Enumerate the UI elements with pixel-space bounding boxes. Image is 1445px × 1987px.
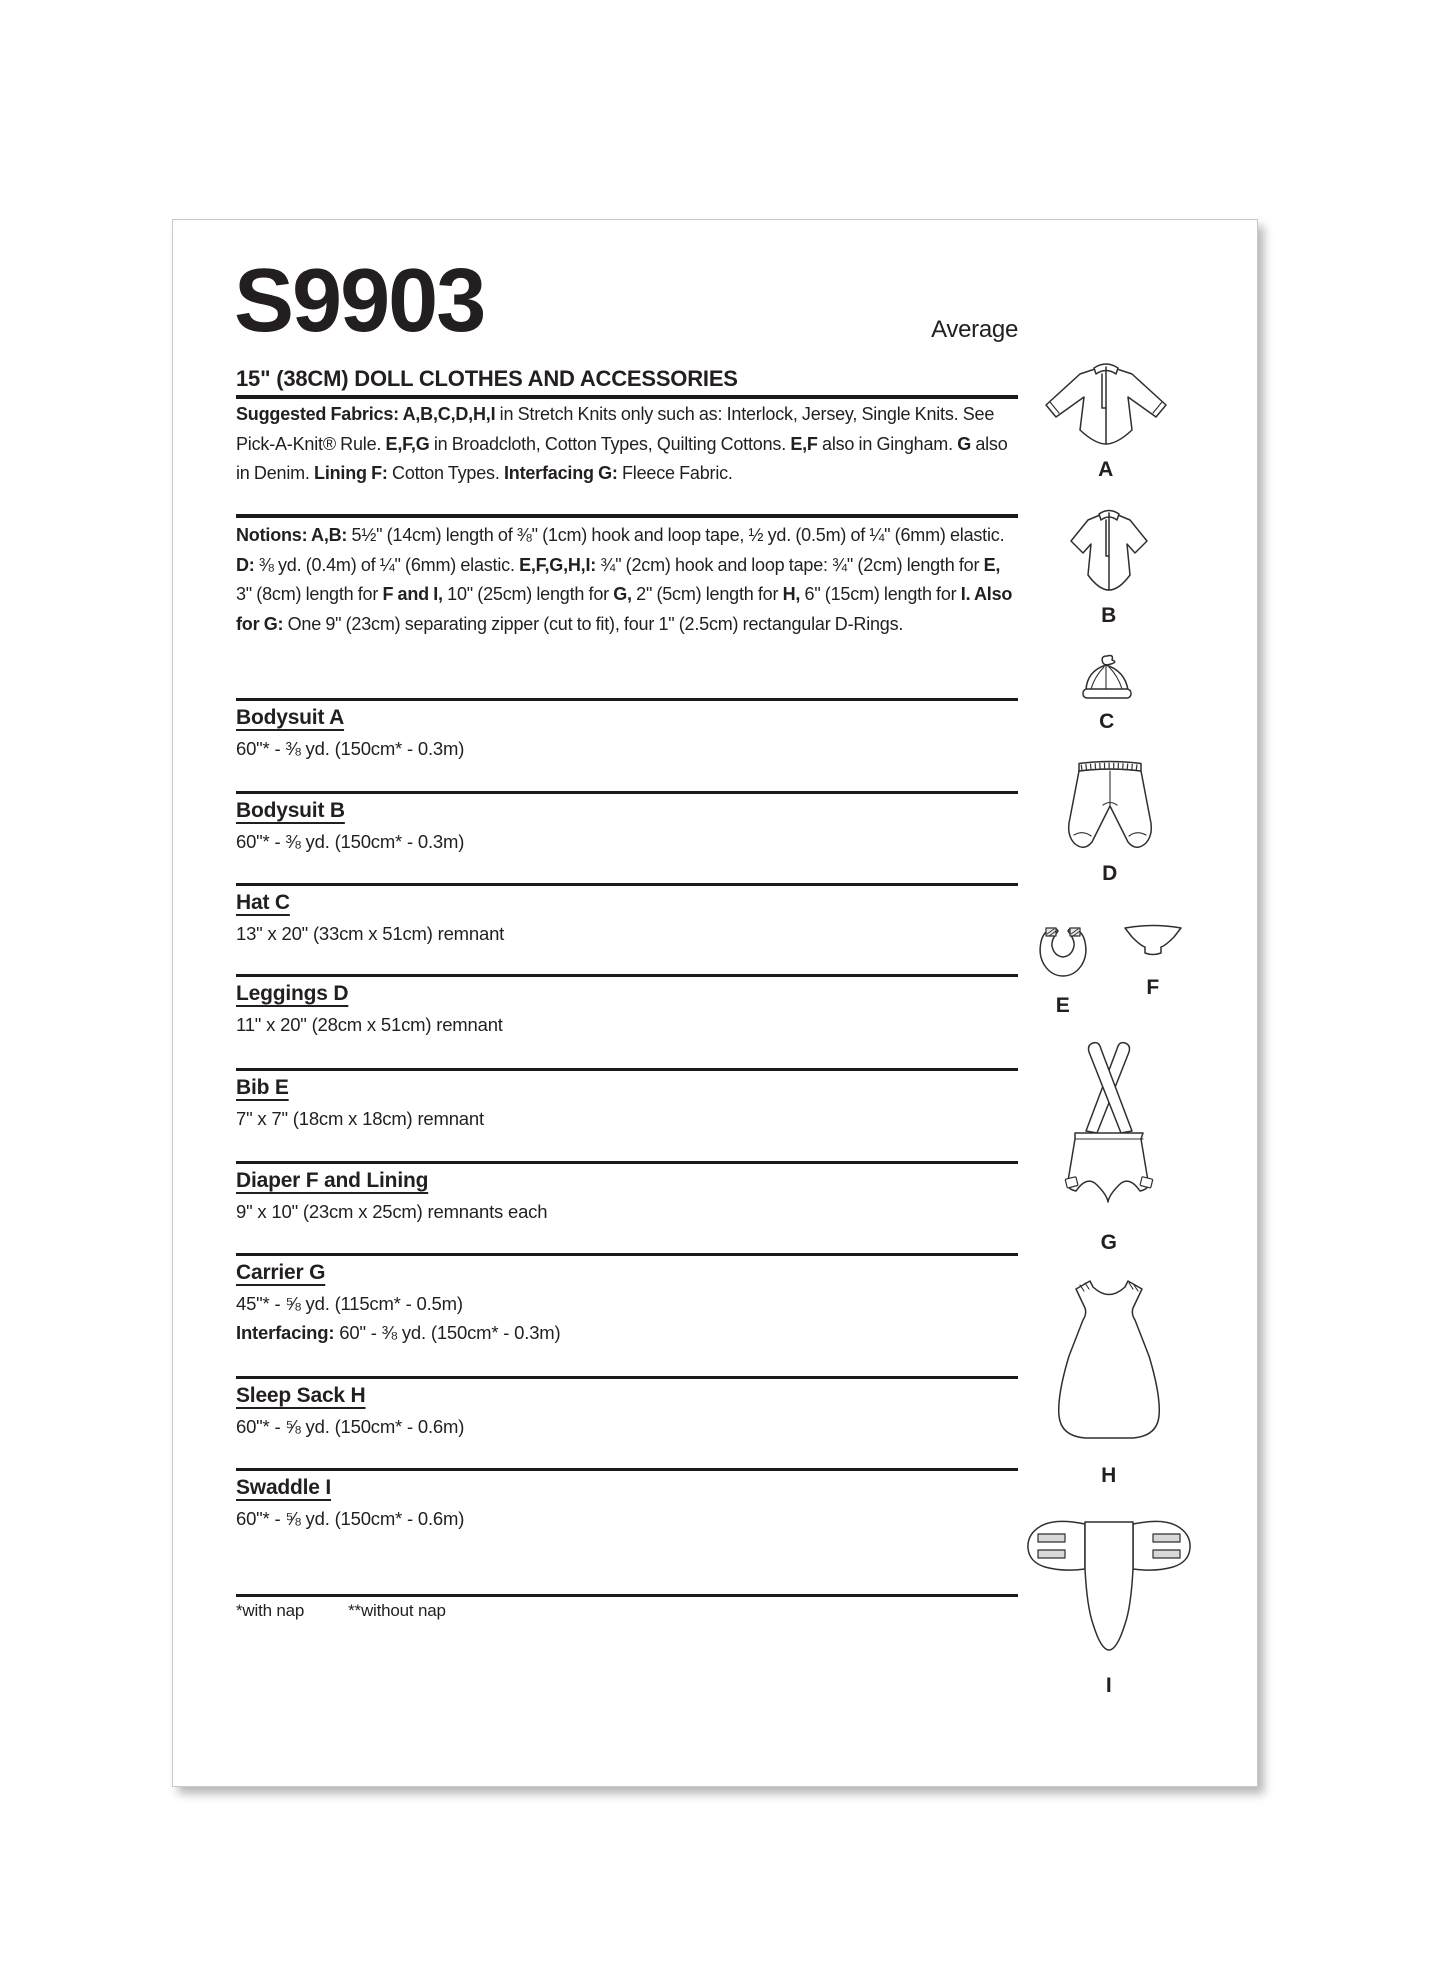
section-heading-bodysuit-b: Bodysuit B — [236, 799, 345, 822]
section-yardage-sleep-sack-h: 60"* - ⅝ yd. (150cm* - 0.6m) — [236, 1416, 465, 1437]
suggested-fabrics-paragraph: Suggested Fabrics: A,B,C,D,H,I in Stretch Knits only such as: Interlock, Jersey, Single Knits. See Pick-A-Knit® Rule. E,F,G in Broadcloth, Cotton Types, Quilting Cottons. E,F also in Gingham. G also in Denim. Lining F: Cotton Types. Interfacing G: Fleece Fabric. — [236, 404, 1008, 483]
bodysuit-short-sleeve-illustration — [1061, 504, 1157, 594]
figure-label-e: E — [1055, 994, 1071, 1017]
figure-leggings-d — [1065, 758, 1155, 886]
section-yardage-leggings-d: 11" x 20" (28cm x 51cm) remnant — [236, 1014, 503, 1035]
section-heading-bib-e: Bib E — [236, 1076, 289, 1099]
figure-carrier-g — [1059, 1035, 1159, 1255]
footnote-with-nap: *with nap — [236, 1601, 305, 1620]
bib-illustration — [1035, 918, 1091, 980]
difficulty-rating: Average — [931, 316, 1018, 343]
section-divider — [236, 1253, 1018, 1256]
figure-sleep-sack-h — [1045, 1278, 1173, 1488]
section-divider — [236, 974, 1018, 977]
figure-bib-e — [1035, 918, 1091, 1018]
diaper-illustration — [1121, 920, 1185, 960]
figure-label-f: F — [1146, 976, 1160, 999]
figure-label-a: A — [1098, 458, 1114, 481]
section-yardage-diaper-f: 9" x 10" (23cm x 25cm) remnants each — [236, 1201, 548, 1222]
figure-label-h: H — [1101, 1464, 1117, 1487]
figure-diaper-f — [1121, 920, 1185, 1000]
knot-hat-illustration — [1078, 654, 1136, 702]
footnote-rule — [236, 1594, 1018, 1597]
section-heading-hat-c: Hat C — [236, 891, 290, 914]
product-title: 15" (38CM) DOLL CLOTHES AND ACCESSORIES — [236, 366, 738, 391]
section-heading-carrier-g: Carrier G — [236, 1261, 326, 1284]
bodysuit-long-sleeve-illustration — [1039, 356, 1173, 446]
interfacing-label: Interfacing: — [236, 1322, 335, 1343]
section-yardage-bodysuit-a: 60"* - ⅜ yd. (150cm* - 0.3m) — [236, 738, 465, 759]
section-yardage-hat-c: 13" x 20" (33cm x 51cm) remnant — [236, 923, 505, 944]
section-heading-diaper-f: Diaper F and Lining — [236, 1169, 429, 1192]
pattern-number: S9903 — [234, 251, 485, 351]
figure-label-b: B — [1101, 604, 1117, 627]
section-divider — [236, 1068, 1018, 1071]
section-divider — [236, 514, 1018, 518]
figure-label-g: G — [1100, 1231, 1118, 1254]
figure-swaddle-i — [1021, 1512, 1197, 1698]
section-divider — [236, 791, 1018, 794]
section-yardage-swaddle-i: 60"* - ⅝ yd. (150cm* - 0.6m) — [236, 1508, 465, 1529]
notions-paragraph: Notions: A,B: 5½" (14cm) length of ⅜" (1cm) hook and loop tape, ½ yd. (0.5m) of ¼" (6mm) elastic. D: ⅜ yd. (0.4m) of ¼" (6mm) elastic. E,F,G,H,I: ¾" (2cm) hook and loop tape: ¾" (2cm) length for E, 3" (8cm) length for F and I, 10" (25cm) length for G, 2" (5cm) length for H, 6" (15cm) length for I. Also for G: One 9" (23cm) separating zipper (cut to fit), four 1" (2.5cm) rectangular D-Rings. — [236, 525, 1013, 634]
section-divider — [236, 1161, 1018, 1164]
pattern-envelope-back-page — [172, 219, 1258, 1787]
section-divider — [236, 1468, 1018, 1471]
figure-hat-c — [1078, 654, 1136, 734]
section-interfacing-carrier-g — [236, 1322, 560, 1344]
carrier-illustration — [1059, 1035, 1159, 1215]
section-yardage-bib-e: 7" x 7" (18cm x 18cm) remnant — [236, 1108, 484, 1129]
section-yardage-carrier-g: 45"* - ⅝ yd. (115cm* - 0.5m) — [236, 1293, 463, 1314]
sleep-sack-illustration — [1045, 1278, 1173, 1450]
section-divider — [236, 698, 1018, 701]
title-underline-rule — [236, 395, 1018, 399]
swaddle-illustration — [1021, 1512, 1197, 1656]
section-heading-swaddle-i: Swaddle I — [236, 1476, 332, 1499]
footnote-without-nap: **without nap — [348, 1601, 446, 1620]
figure-bodysuit-a — [1039, 356, 1173, 482]
section-heading-sleep-sack-h: Sleep Sack H — [236, 1384, 366, 1407]
footnote — [236, 1601, 490, 1621]
footed-leggings-illustration — [1065, 758, 1155, 860]
section-heading-leggings-d: Leggings D — [236, 982, 349, 1005]
figure-label-i: I — [1105, 1674, 1113, 1697]
section-divider — [236, 883, 1018, 886]
figure-label-c: C — [1099, 710, 1115, 733]
figure-label-d: D — [1102, 862, 1118, 885]
section-yardage-bodysuit-b: 60"* - ⅜ yd. (150cm* - 0.3m) — [236, 831, 465, 852]
interfacing-value: 60" - ⅜ yd. (150cm* - 0.3m) — [334, 1322, 561, 1343]
section-heading-bodysuit-a: Bodysuit A — [236, 706, 345, 729]
section-divider — [236, 1376, 1018, 1379]
figure-bodysuit-b — [1061, 504, 1157, 628]
